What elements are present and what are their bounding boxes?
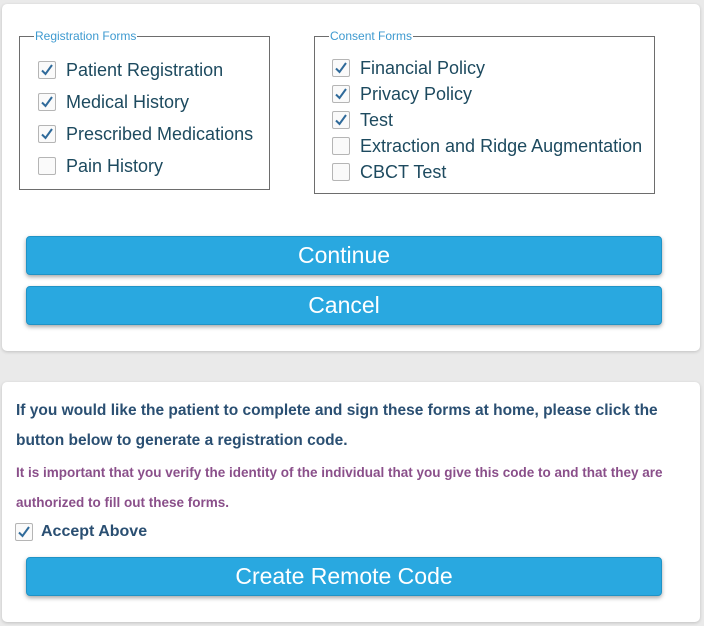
extraction-ridge-augmentation-checkbox[interactable] (332, 137, 350, 155)
option-label: Privacy Policy (360, 83, 473, 104)
checkmark-icon (17, 525, 31, 539)
consent-forms-legend: Consent Forms (330, 29, 413, 43)
checkmark-icon (40, 127, 54, 141)
cbct-test-checkbox[interactable] (332, 163, 350, 181)
financial-policy-checkbox[interactable] (332, 59, 350, 77)
create-remote-code-button[interactable]: Create Remote Code (26, 557, 662, 596)
registration-forms-group (19, 29, 270, 190)
identity-warning-text: It is important that you verify the identity of the individual that you give this code to and that they are authorized to fill out these forms. (16, 465, 663, 510)
remote-code-panel (2, 382, 700, 622)
accept-above-label: Accept Above (41, 523, 148, 540)
checkmark-icon (334, 87, 348, 101)
cancel-button[interactable]: Cancel (26, 286, 662, 325)
option-label: CBCT Test (360, 161, 447, 182)
medical-history-checkbox[interactable] (38, 93, 56, 111)
remote-instructions-text: If you would like the patient to complete and sign these forms at home, please click the button below to generate a registration code. (16, 402, 658, 449)
prescribed-medications-checkbox[interactable] (38, 125, 56, 143)
option-prescribed-medications[interactable] (38, 123, 253, 145)
option-pain-history[interactable] (38, 155, 163, 177)
option-label: Test (360, 109, 394, 130)
privacy-policy-checkbox[interactable] (332, 85, 350, 103)
option-extraction-ridge-augmentation[interactable] (332, 135, 642, 157)
option-medical-history[interactable] (38, 91, 189, 113)
accept-above-checkbox[interactable] (15, 523, 33, 541)
option-label: Pain History (66, 155, 164, 176)
option-test[interactable] (332, 109, 393, 131)
continue-button[interactable]: Continue (26, 236, 662, 275)
option-patient-registration[interactable] (38, 59, 223, 81)
consent-forms-group (314, 29, 655, 194)
option-privacy-policy[interactable] (332, 83, 472, 105)
checkmark-icon (40, 63, 54, 77)
option-label: Medical History (66, 91, 190, 112)
option-label: Extraction and Ridge Augmentation (360, 135, 643, 156)
checkmark-icon (334, 113, 348, 127)
patient-registration-checkbox[interactable] (38, 61, 56, 79)
registration-forms-legend: Registration Forms (35, 29, 137, 43)
option-financial-policy[interactable] (332, 57, 485, 79)
option-cbct-test[interactable] (332, 161, 446, 183)
option-label: Financial Policy (360, 57, 486, 78)
accept-above-option[interactable] (15, 521, 147, 543)
pain-history-checkbox[interactable] (38, 157, 56, 175)
option-label: Prescribed Medications (66, 123, 254, 144)
checkmark-icon (334, 61, 348, 75)
option-label: Patient Registration (66, 59, 224, 80)
checkmark-icon (40, 95, 54, 109)
test-checkbox[interactable] (332, 111, 350, 129)
form-selection-panel (2, 4, 700, 351)
